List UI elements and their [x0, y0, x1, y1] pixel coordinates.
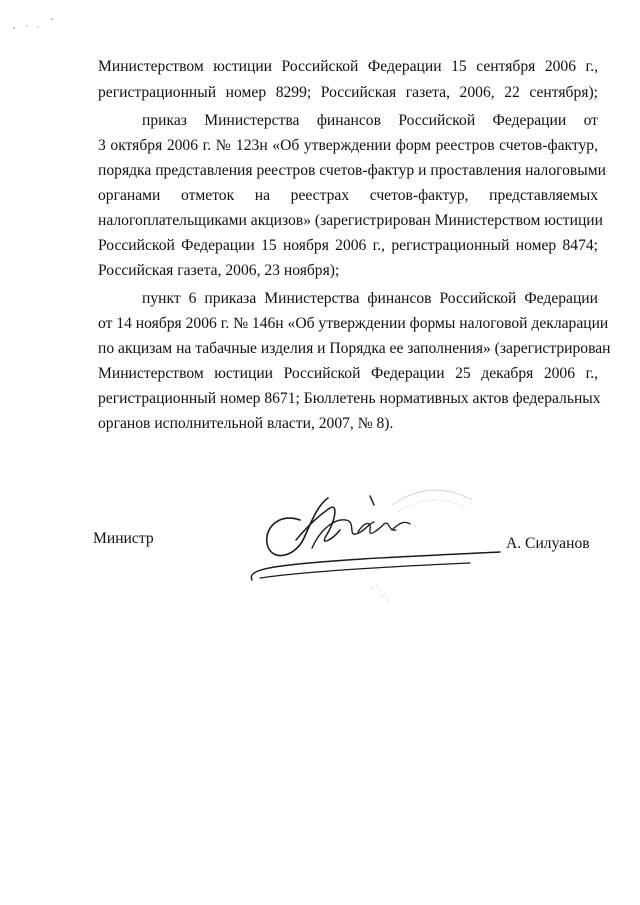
body-line-12: по акцизам на табачные изделия и Порядка ее заполнения» (зарегистрирован [98, 340, 611, 357]
body-line-15: органов исполнительной власти, 2007, № 8). [98, 415, 394, 432]
body-line-7: налогоплательщиками акцизов» (зарегистрирован Министерством юстиции [98, 212, 603, 229]
body-line-10: пункт 6 приказа Министерства финансов Российской Федерации [142, 290, 598, 307]
body-line-4: 3 октября 2006 г. № 123н «Об утверждении форм реестров счетов-фактур, [98, 137, 598, 154]
body-line-2: регистрационный номер 8299; Российская газета, 2006, 22 сентября); [98, 84, 598, 101]
signatory-name: А. Силуанов [506, 535, 590, 552]
body-line-5: порядка представления реестров счетов-фактур и проставления налоговыми [98, 162, 606, 179]
body-line-13: Министерством юстиции Российской Федерации 25 декабря 2006 г., [98, 365, 598, 382]
body-line-6: органами отметок на реестрах счетов-фактур, представляемых [98, 187, 598, 204]
body-line-1: Министерством юстиции Российской Федерации 15 сентября 2006 г., [98, 58, 598, 75]
body-line-8: Российской Федерации 15 ноября 2006 г., регистрационный номер 8474; [98, 237, 598, 254]
body-line-11: от 14 ноября 2006 г. № 146н «Об утверждении формы налоговой декларации [98, 315, 609, 332]
body-line-3: приказ Министерства финансов Российской Федерации от [142, 112, 598, 129]
body-line-14: регистрационный номер 8671; Бюллетень нормативных актов федеральных [98, 390, 601, 407]
signatory-title: Министр [93, 530, 154, 547]
body-line-9: Российская газета, 2006, 23 ноября); [98, 262, 340, 279]
